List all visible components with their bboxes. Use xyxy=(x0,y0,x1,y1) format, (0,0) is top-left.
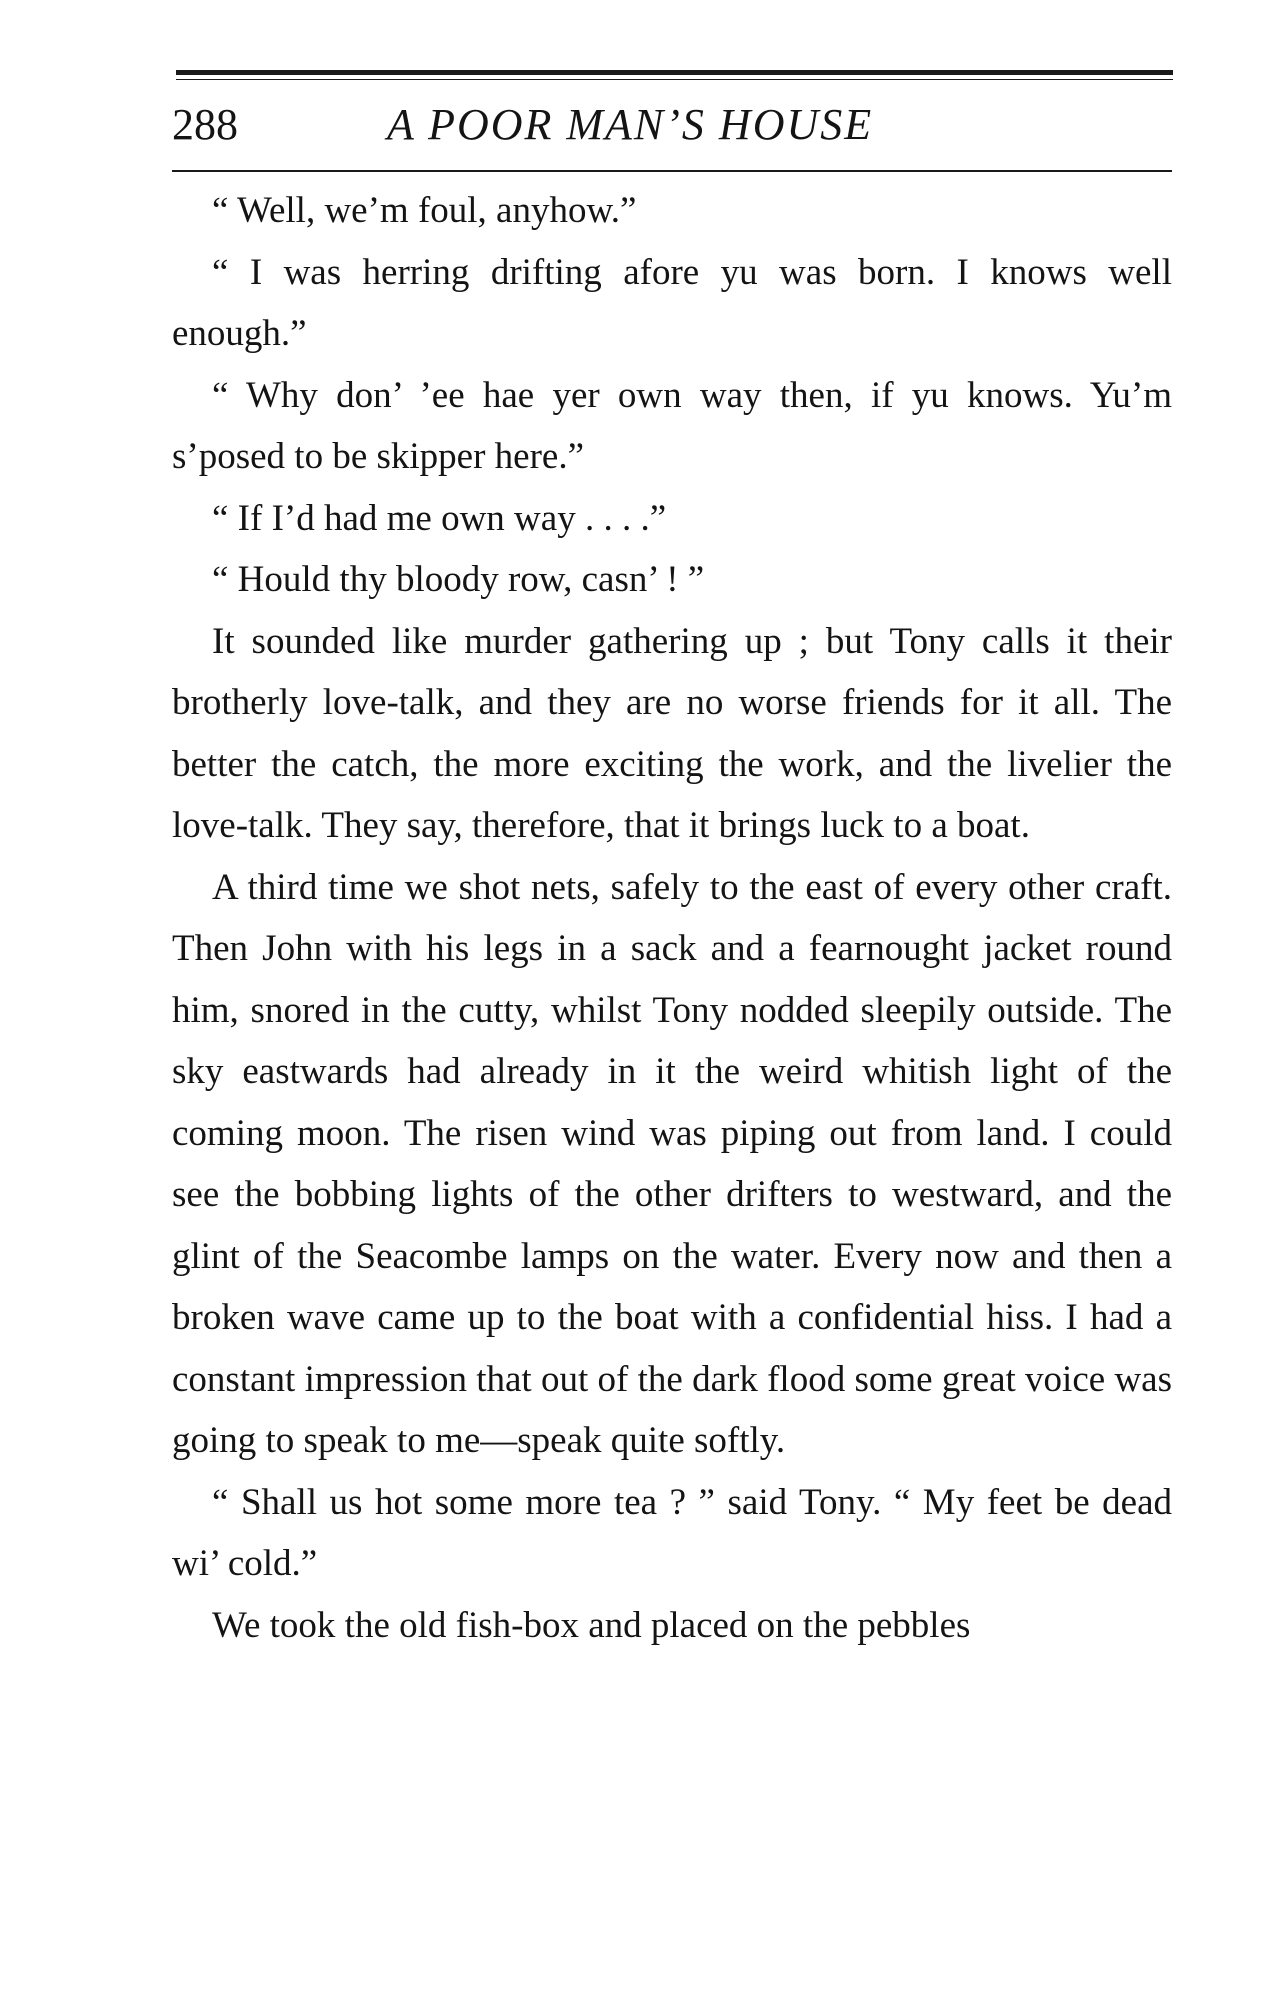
paragraph: “ If I’d had me own way . . . .” xyxy=(212,497,667,539)
paragraph: “ Well, we’m foul, anyhow.” xyxy=(212,190,637,231)
paragraph: We took the old fish-box and placed on the pebbles xyxy=(212,1604,971,1646)
top-rule-thin xyxy=(176,79,1173,80)
header-rule xyxy=(172,170,1172,172)
page-number: 288 xyxy=(172,100,238,149)
page-header xyxy=(172,96,1172,154)
top-rule-thick xyxy=(176,70,1173,75)
body-text xyxy=(172,180,1172,1656)
paragraph: “ Hould thy bloody row, casn’ ! ” xyxy=(212,559,705,600)
paragraph: “ Shall us hot some more tea ? ” said Tony. “ My feet be dead wi’ cold.” xyxy=(172,1481,1172,1584)
paragraph: It sounded like murder gathering up ; but Tony calls it their brotherly love-talk, and they are no worse friends for it all. The better the catch, the more exciting the work, and the livelier the love-talk. They say, therefore, that it brings luck to a boat. xyxy=(172,620,1172,846)
running-title: A POOR MAN’S HOUSE xyxy=(387,100,874,149)
paragraph: “ I was herring drifting afore yu was born. I knows well enough.” xyxy=(172,251,1172,354)
paragraph: “ Why don’ ’ee hae yer own way then, if yu knows. Yu’m s’posed to be skipper here.” xyxy=(172,374,1172,477)
paragraph: A third time we shot nets, safely to the east of every other craft. Then John with his legs in a sack and a fearnought jacket round him, snored in the cutty, whilst Tony nodded sleepily outside. The sky eastwards had already in it the weird whitish light of the coming moon. The risen wind was piping out from land. I could see the bobbing lights of the other drifters to westward, and the glint of the Seacombe lamps on the water. Every now and then a broken wave came up to the boat with a confidential hiss. I had a constant impression that out of the dark flood some great voice was going to speak to me—speak quite softly. xyxy=(172,866,1172,1461)
